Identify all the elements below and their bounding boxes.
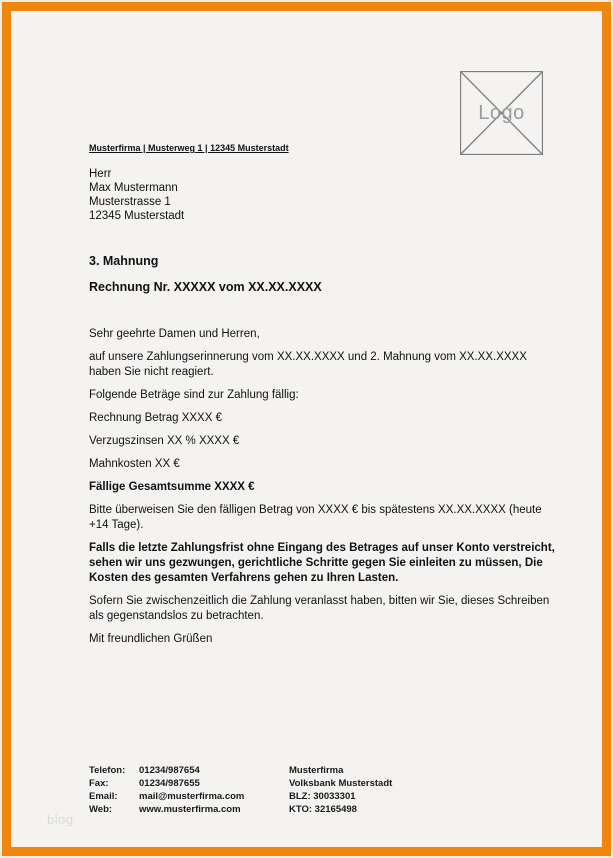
footer-row-telefon (89, 764, 289, 777)
logo-placeholder (460, 71, 543, 155)
bank-blz: BLZ: 30033301 (289, 791, 356, 802)
line-dunning-fees: Mahnkosten XX € (89, 458, 180, 470)
web-value: www.musterfirma.com (139, 804, 241, 815)
recipient-salutation: Herr (89, 168, 112, 180)
recipient-address-block (89, 167, 184, 223)
blog-watermark: blog (47, 812, 74, 827)
line-invoice-amount: Rechnung Betrag XXXX € (89, 412, 222, 424)
telefon-label: Telefon: (89, 765, 126, 776)
paragraph-payment-request: Bitte überweisen Sie den fälligen Betrag von XXXX € bis spätestens XX.XX.XXXX (heute +14 Tage). (89, 504, 542, 531)
invoice-reference-line: Rechnung Nr. XXXXX vom XX.XX.XXXX (89, 280, 322, 294)
bank-company-name: Musterfirma (289, 765, 344, 776)
fax-label: Fax: (89, 778, 109, 789)
paragraph-closing: Mit freundlichen Grüßen (89, 633, 213, 645)
paragraph-disregard-note: Sofern Sie zwischenzeitlich die Zahlung veranlasst haben, bitten wir Sie, dieses Schreiben als gegenstandslos zu betrachten. (89, 595, 550, 622)
footer-row-email (89, 790, 289, 803)
recipient-street: Musterstrasse 1 (89, 196, 171, 208)
footer-row-web (89, 803, 289, 816)
bank-kto: KTO: 32165498 (289, 804, 357, 815)
email-value: mail@musterfirma.com (139, 791, 245, 802)
recipient-city: 12345 Musterstadt (89, 210, 185, 222)
letter-footer (89, 764, 549, 816)
web-label: Web: (89, 804, 113, 815)
sender-address-line: Musterfirma | Musterweg 1 | 12345 Musterstadt (89, 143, 289, 153)
paragraph-reminder-history: auf unsere Zahlungserinnerung vom XX.XX.XXXX und 2. Mahnung vom XX.XX.XXXX haben Sie nicht reagiert. (89, 351, 527, 378)
recipient-name: Max Mustermann (89, 182, 178, 194)
email-label: Email: (89, 791, 118, 802)
footer-bank-column (289, 764, 392, 816)
line-default-interest: Verzugszinsen XX % XXXX € (89, 435, 240, 447)
paragraph-greeting: Sehr geehrte Damen und Herren, (89, 328, 260, 340)
footer-row-fax (89, 777, 289, 790)
orange-frame (2, 2, 611, 856)
telefon-value: 01234/987654 (139, 765, 200, 776)
bank-name: Volksbank Musterstadt (289, 778, 393, 789)
letter-body (89, 327, 556, 655)
fax-value: 01234/987655 (139, 778, 200, 789)
letter-title: 3. Mahnung (89, 254, 159, 268)
line-total-due: Fällige Gesamtsumme XXXX € (89, 481, 255, 493)
paragraph-legal-warning: Falls die letzte Zahlungsfrist ohne Eingang des Betrages auf unser Konto verstreicht, sehen wir uns gezwungen, gerichtliche Schritte gegen Sie einleiten zu müssen, Die Kosten des gesamten Verfahrens gehen zu Ihren Lasten. (89, 542, 555, 584)
logo-label: Logo (478, 101, 525, 124)
footer-contact-column (89, 764, 289, 816)
paragraph-amounts-intro: Folgende Beträge sind zur Zahlung fällig: (89, 389, 299, 401)
